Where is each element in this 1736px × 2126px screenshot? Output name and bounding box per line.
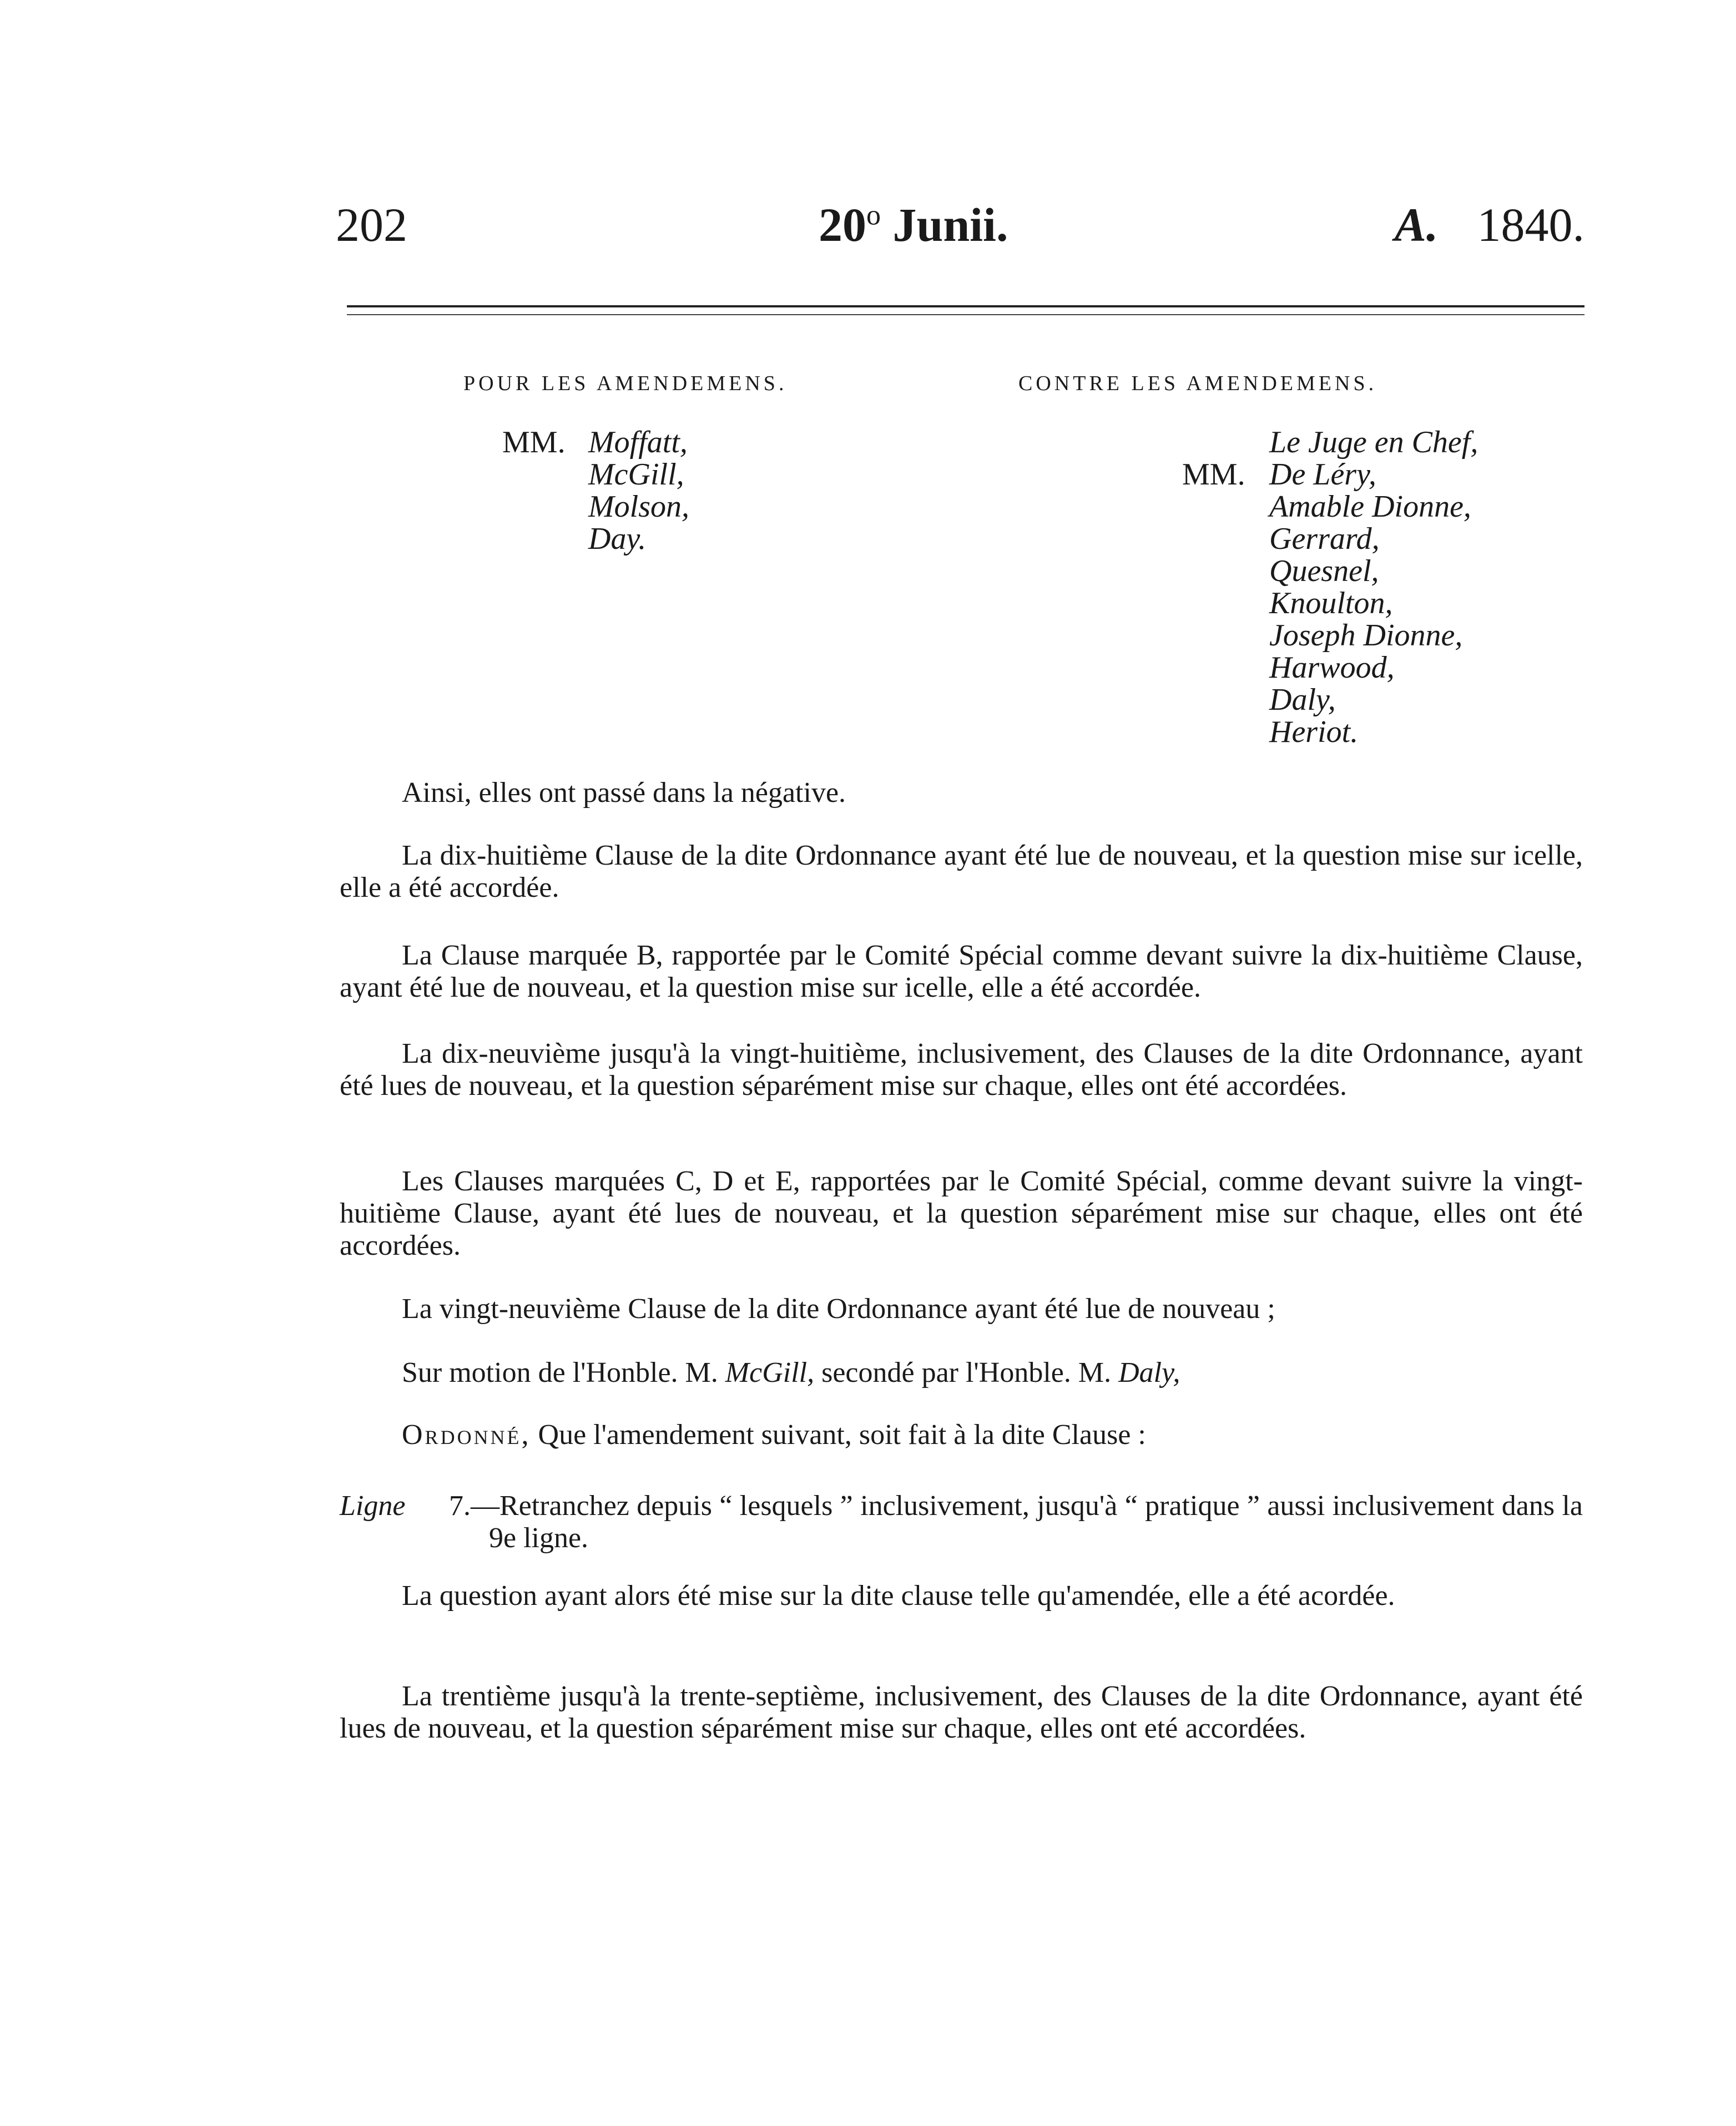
- motion-seconder: Daly,: [1118, 1357, 1180, 1388]
- date-day: 20: [819, 198, 866, 251]
- ligne-label: Ligne: [340, 1490, 406, 1522]
- paragraph-motion: [340, 1357, 1583, 1389]
- pour-name: Molson,: [588, 489, 689, 524]
- paragraph-clause-18: La dix-huitième Clause de la dite Ordonnance ayant été lue de nouveau, et la question mise sur icelle, elle a été accordée.: [340, 840, 1583, 903]
- header-year: [1395, 197, 1584, 253]
- paragraph-ordonne: [340, 1419, 1583, 1451]
- pour-name: McGill,: [588, 457, 684, 492]
- contre-name: Gerrard,: [1269, 522, 1380, 556]
- motion-middle: secondé par l'Honble. M.: [821, 1357, 1112, 1388]
- ordonne-text: Que l'amendement suivant, soit fait à la dite Clause :: [538, 1419, 1146, 1451]
- page-header: [336, 197, 1584, 258]
- motion-mover: McGill,: [725, 1357, 815, 1388]
- contre-name: Quesnel,: [1269, 554, 1379, 588]
- date-month: Junii.: [892, 198, 1008, 251]
- date-superscript: o: [866, 199, 881, 231]
- paragraph-clauses-cde: Les Clauses marquées C, D et E, rapportées par le Comité Spécial, comme devant suivre la vingt-huitième Clause, ayant été lues de nouveau, et la question séparément mise sur chaque, elles ont été accordées.: [340, 1165, 1583, 1261]
- paragraph-clause-b: La Clause marquée B, rapportée par le Comité Spécial comme devant suivre la dix-huitième Clause, ayant été lue de nouveau, et la question mise sur icelle, elle a été accordée.: [340, 940, 1583, 1003]
- paragraph-clause-29: La vingt-neuvième Clause de la dite Ordonnance ayant été lue de nouveau ;: [402, 1293, 1275, 1325]
- contre-name: De Léry,: [1269, 457, 1376, 492]
- contre-mm-label: MM.: [1182, 457, 1245, 492]
- paragraph-amended-clause: La question ayant alors été mise sur la dite clause telle qu'amendée, elle a été acordée.: [402, 1580, 1395, 1612]
- paragraph-clauses-19-28: La dix-neuvième jusqu'à la vingt-huitième, inclusivement, des Clauses de la dite Ordonnance, ayant été lues de nouveau, et la question séparément mise sur chaque, elles ont été accordées.: [340, 1038, 1583, 1102]
- contre-name: Harwood,: [1269, 650, 1395, 685]
- ligne-text: 7.—Retranchez depuis “ lesquels ” inclusivement, jusqu'à “ pratique ” aussi inclusivement dans la 9e ligne.: [449, 1490, 1583, 1554]
- contre-name: Heriot.: [1269, 715, 1359, 749]
- paragraph-negative: Ainsi, elles ont passé dans la négative.: [402, 777, 846, 809]
- pour-mm-label: MM.: [502, 425, 566, 459]
- year-prefix: A.: [1394, 198, 1439, 251]
- header-rule-thin: [347, 314, 1584, 315]
- pour-names-list: [588, 426, 689, 555]
- header-date: [819, 197, 1008, 253]
- contre-name: Amable Dionne,: [1269, 489, 1471, 524]
- pour-name: Day.: [588, 522, 647, 556]
- ordonne-word: Ordonné,: [402, 1419, 531, 1451]
- contre-name: Le Juge en Chef,: [1269, 425, 1478, 459]
- contre-heading: CONTRE LES AMENDEMENS.: [1018, 372, 1377, 395]
- contre-name: Daly,: [1269, 683, 1336, 717]
- year-value: 1840.: [1477, 198, 1584, 251]
- contre-names-list: [1269, 426, 1478, 748]
- contre-name: Knoulton,: [1269, 586, 1393, 620]
- paragraph-clauses-30-37: La trentième jusqu'à la trente-septième, inclusivement, des Clauses de la dite Ordonnance, ayant été lues de nouveau, et la question séparément mise sur chaque, elles ont eté accordées.: [340, 1680, 1583, 1744]
- header-rule-thick: [347, 305, 1584, 307]
- contre-name: Joseph Dionne,: [1269, 618, 1463, 653]
- pour-name: Moffatt,: [588, 425, 688, 459]
- pour-heading: POUR LES AMENDEMENS.: [463, 372, 788, 395]
- motion-prefix: Sur motion de l'Honble. M.: [402, 1357, 718, 1388]
- page-number: 202: [336, 198, 407, 251]
